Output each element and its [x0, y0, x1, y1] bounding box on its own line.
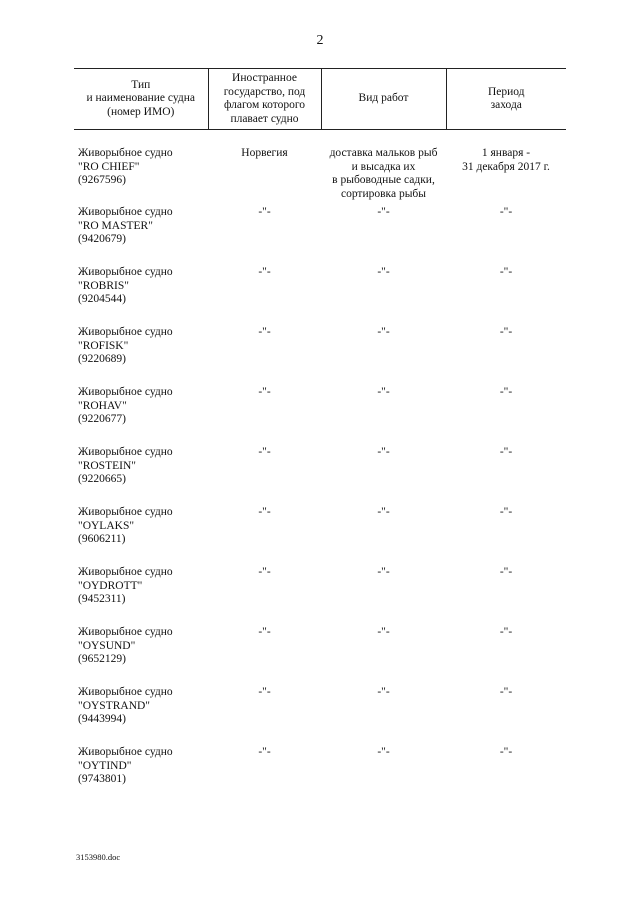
period-cell — [446, 566, 566, 626]
flag-cell — [208, 386, 321, 446]
vessel-name: "ROBRIS" — [78, 279, 129, 292]
vessel-cell — [74, 206, 208, 266]
table-row — [74, 130, 566, 207]
vessel-type: Живорыбное судно — [78, 266, 173, 278]
work-cell — [321, 446, 446, 506]
period-cell — [446, 326, 566, 386]
vessel-cell — [74, 686, 208, 746]
period-cell — [446, 626, 566, 686]
vessel-imo: (9443994) — [78, 713, 126, 725]
table-row — [74, 206, 566, 266]
period-cell — [446, 446, 566, 506]
work-cell — [321, 686, 446, 746]
vessel-imo: (9204544) — [78, 293, 126, 305]
vessel-type: Живорыбное судно — [78, 686, 173, 698]
vessel-cell — [74, 386, 208, 446]
flag-value: -"- — [258, 266, 271, 278]
work-cell — [321, 566, 446, 626]
vessel-cell — [74, 746, 208, 806]
flag-value: -"- — [258, 686, 271, 698]
vessel-type: Живорыбное судно — [78, 147, 173, 159]
table-header — [74, 69, 566, 130]
vessel-name: "RO CHIEF" — [78, 160, 140, 173]
header-flag-state: Иностранное государство, под флагом которого плавает судно — [208, 69, 321, 130]
period-cell — [446, 386, 566, 446]
flag-value: -"- — [258, 386, 271, 398]
flag-cell — [208, 686, 321, 746]
table-body — [74, 130, 566, 807]
work-cell — [321, 326, 446, 386]
vessel-name: "ROSTEIN" — [78, 459, 136, 472]
work-cell — [321, 506, 446, 566]
period-line: 31 декабря 2017 г. — [462, 160, 550, 173]
header-vessel-type: Тип и наименование судна (номер ИМО) — [74, 69, 208, 130]
work-cell — [321, 746, 446, 806]
vessel-imo: (9743801) — [78, 773, 126, 785]
flag-value: -"- — [258, 626, 271, 638]
vessel-name: "OYSUND" — [78, 639, 136, 652]
vessel-name: "OYSTRAND" — [78, 699, 151, 712]
work-line: -"- — [377, 326, 390, 338]
work-line: сортировка рыбы — [340, 187, 426, 200]
flag-cell — [208, 506, 321, 566]
period-line: -"- — [499, 446, 513, 458]
vessel-name: "ROFISK" — [78, 339, 129, 352]
period-cell — [446, 206, 566, 266]
work-line: -"- — [377, 506, 390, 518]
vessel-cell — [74, 566, 208, 626]
flag-value: -"- — [258, 446, 271, 458]
period-cell — [446, 686, 566, 746]
vessel-cell — [74, 130, 208, 207]
table-row — [74, 266, 566, 326]
flag-value: -"- — [258, 206, 271, 218]
work-line: доставка мальков рыб — [329, 147, 438, 159]
vessel-name: "ROHAV" — [78, 399, 127, 412]
period-line: 1 января - — [481, 147, 531, 159]
period-line: -"- — [499, 326, 513, 338]
flag-value: Норвегия — [241, 147, 288, 159]
work-line: -"- — [377, 626, 390, 638]
work-line: -"- — [377, 686, 390, 698]
vessel-table — [74, 68, 566, 806]
vessel-type: Живорыбное судно — [78, 506, 173, 518]
period-cell — [446, 506, 566, 566]
vessel-cell — [74, 626, 208, 686]
vessel-imo: (9652129) — [78, 653, 126, 665]
table-row — [74, 446, 566, 506]
footer-filename: 3153980.doc — [76, 852, 121, 862]
vessel-type: Живорыбное судно — [78, 206, 173, 218]
period-cell — [446, 746, 566, 806]
flag-value: -"- — [258, 506, 271, 518]
page-number: 2 — [316, 33, 324, 48]
work-line: -"- — [377, 266, 390, 278]
period-line: -"- — [499, 686, 513, 698]
vessel-imo: (9420679) — [78, 233, 126, 245]
period-line: -"- — [499, 626, 513, 638]
vessel-name: "OYDROTT" — [78, 579, 143, 592]
vessel-imo: (9267596) — [78, 174, 126, 186]
vessel-name: "OYTIND" — [78, 759, 132, 772]
vessel-type: Живорыбное судно — [78, 386, 173, 398]
vessel-cell — [74, 266, 208, 326]
flag-cell — [208, 446, 321, 506]
flag-cell — [208, 266, 321, 326]
table-row — [74, 326, 566, 386]
header-work-type: Вид работ — [321, 69, 446, 130]
work-cell — [321, 626, 446, 686]
period-line: -"- — [499, 746, 513, 758]
vessel-cell — [74, 506, 208, 566]
work-cell — [321, 130, 446, 207]
vessel-imo: (9452311) — [78, 593, 126, 605]
vessel-type: Живорыбное судно — [78, 746, 173, 758]
work-cell — [321, 266, 446, 326]
header-period: Период захода — [446, 69, 566, 130]
work-line: в рыбоводные садки, — [332, 174, 435, 186]
vessel-name: "RO MASTER" — [78, 219, 153, 232]
work-line: -"- — [377, 386, 390, 398]
period-line: -"- — [499, 266, 513, 278]
table-row — [74, 506, 566, 566]
flag-cell — [208, 566, 321, 626]
vessel-imo: (9220665) — [78, 473, 126, 485]
vessel-type: Живорыбное судно — [78, 626, 173, 638]
work-cell — [321, 206, 446, 266]
period-line: -"- — [499, 506, 513, 518]
vessel-imo: (9220677) — [78, 413, 126, 425]
flag-cell — [208, 130, 321, 207]
vessel-imo: (9220689) — [78, 353, 126, 365]
period-cell — [446, 266, 566, 326]
work-line: -"- — [377, 206, 390, 218]
table-row — [74, 686, 566, 746]
flag-cell — [208, 326, 321, 386]
work-cell — [321, 386, 446, 446]
flag-cell — [208, 206, 321, 266]
flag-cell — [208, 626, 321, 686]
vessel-cell — [74, 446, 208, 506]
work-line: и высадка их — [351, 160, 416, 173]
vessel-type: Живорыбное судно — [78, 446, 173, 458]
period-cell — [446, 130, 566, 207]
work-line: -"- — [377, 446, 390, 458]
table-row — [74, 386, 566, 446]
period-line: -"- — [499, 206, 513, 218]
work-line: -"- — [377, 746, 390, 758]
vessel-type: Живорыбное судно — [78, 326, 173, 338]
flag-value: -"- — [258, 326, 271, 338]
table-row — [74, 746, 566, 806]
vessel-name: "OYLAKS" — [78, 519, 135, 532]
vessel-cell — [74, 326, 208, 386]
flag-value: -"- — [258, 746, 271, 758]
vessel-type: Живорыбное судно — [78, 566, 173, 578]
work-line: -"- — [377, 566, 390, 578]
period-line: -"- — [499, 566, 513, 578]
period-line: -"- — [499, 386, 513, 398]
flag-value: -"- — [258, 566, 271, 578]
vessel-imo: (9606211) — [78, 533, 126, 545]
flag-cell — [208, 746, 321, 806]
table-row — [74, 626, 566, 686]
table-row — [74, 566, 566, 626]
